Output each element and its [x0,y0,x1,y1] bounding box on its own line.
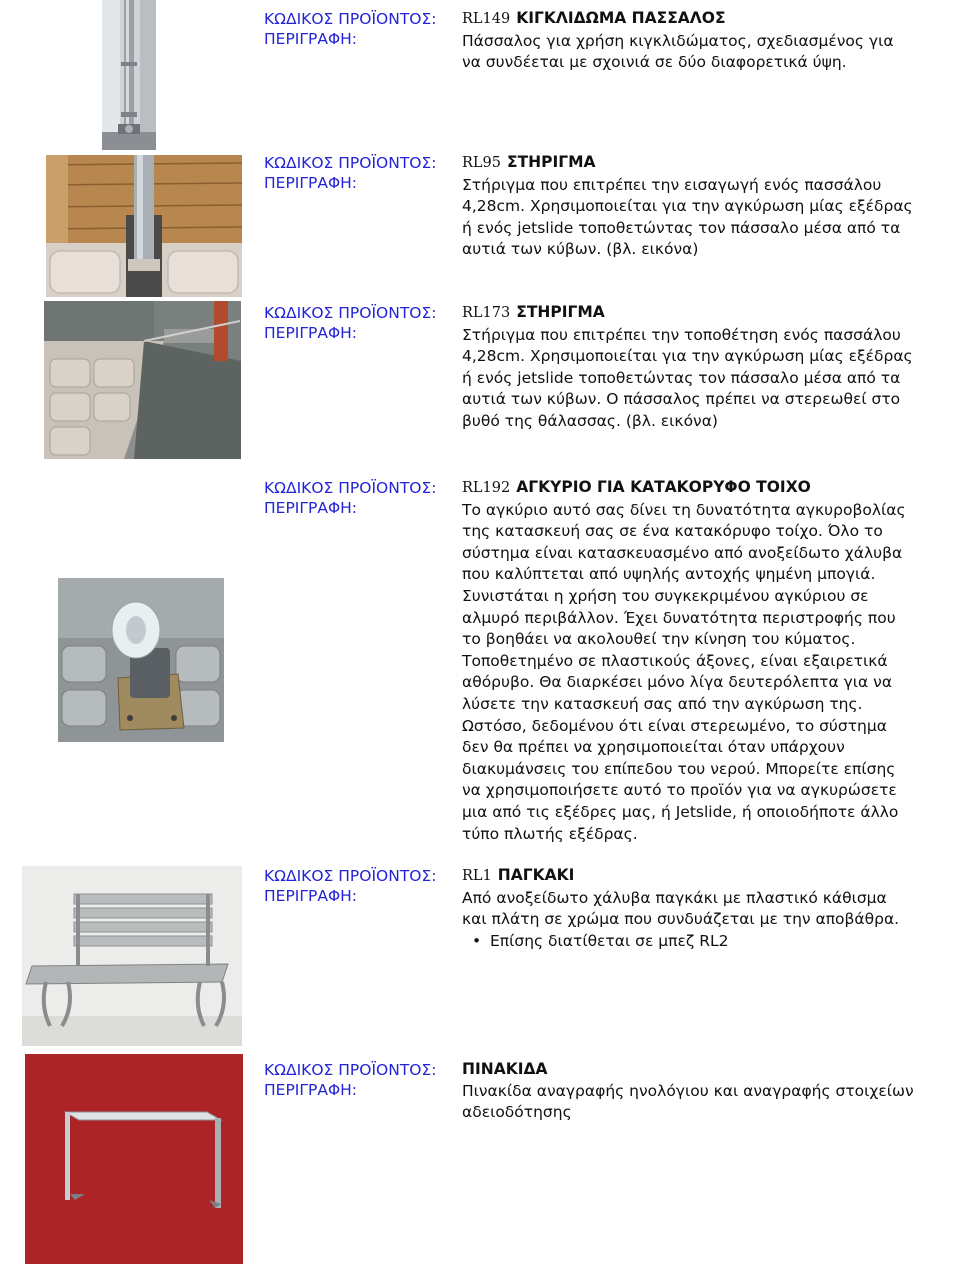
product-code: RL95 [462,155,501,171]
description-line: δεν θα πρέπει να χρησιμοποιείται όταν υπάρχουν [462,738,845,757]
product-code-label: ΚΩΔΙΚΟΣ ΠΡΟΪΟΝΤΟΣ: [264,479,437,497]
product-title [462,8,942,31]
description-label: ΠΕΡΙΓΡΑΦΗ: [264,174,358,192]
description-label: ΠΕΡΙΓΡΑΦΗ: [264,324,358,342]
bullet-item: • Επίσης διατίθεται σε μπεζ RL2 [462,931,942,953]
product-code: RL192 [462,480,511,496]
description-line: τύπο πλωτής εξέδρας. [462,824,638,843]
description-line: Στήριγμα που επιτρέπει την εισαγωγή ενός πασσάλου [462,175,882,194]
support-bracket-image [46,155,242,297]
product-row-sign [0,1054,960,1264]
product-description [462,152,942,261]
license-sign-image [25,1054,243,1264]
description-line: μια από τις εξέδρες μας, ή Jetslide, ή οποιοδήποτε άλλο [462,802,899,821]
product-description [462,8,942,74]
description-label: ΠΕΡΙΓΡΑΦΗ: [264,499,358,517]
product-name: ΚΙΓΚΛΙΔΩΜΑ ΠΑΣΣΑΛΟΣ [516,9,726,27]
description-line: σύστημα είναι κατασκευασμένο από ανοξείδωτο χάλυβα [462,543,903,562]
description-line: να συνδέεται με σχοινιά σε δύο διαφορετικά ύψη. [462,53,847,72]
product-code-label: ΚΩΔΙΚΟΣ ΠΡΟΪΟΝΤΟΣ: [264,1061,437,1079]
description-label: ΠΕΡΙΓΡΑΦΗ: [264,30,358,48]
railing-post-image [102,0,156,150]
description-label: ΠΕΡΙΓΡΑΦΗ: [264,1081,358,1099]
description-line: Το αγκύριο αυτό σας δίνει τη δυνατότητα αγκυροβολίας [462,500,906,519]
product-row-rl1 [0,860,960,1050]
description-line: αλμυρό περιβάλλον. Έχει δυνατότητα περιστροφής που [462,608,896,627]
description-line: Στήριγμα που επιτρέπει την τοποθέτηση ενός πασσάλου [462,325,901,344]
product-code-label: ΚΩΔΙΚΟΣ ΠΡΟΪΟΝΤΟΣ: [264,154,437,172]
description-line: Ωστόσο, δεδομένου ότι είναι στερεωμένο, το σύστημα [462,716,887,735]
description-line: βυθό της θάλασσας. (βλ. εικόνα) [462,411,718,430]
product-code-label: ΚΩΔΙΚΟΣ ΠΡΟΪΟΝΤΟΣ: [264,867,437,885]
vertical-wall-anchor-image [58,578,224,742]
product-code: RL149 [462,11,511,27]
product-name: ΠΑΓΚΑΚΙ [497,866,575,884]
product-row-rl192 [0,460,960,860]
description-line: 4,28cm. Χρησιμοποιείται για την αγκύρωση μίας εξέδρας [462,197,913,216]
product-name: ΑΓΚΥΡΙΟ ΓΙΑ ΚΑΤΑΚΟΡΥΦΟ ΤΟΙΧΟ [516,478,811,496]
description-line: λύσετε την κατασκευή σας από την αγκύρωση της. [462,694,863,713]
product-title [462,865,942,888]
product-description [462,865,942,952]
product-code: RL1 [462,868,492,884]
product-code: RL173 [462,305,511,321]
product-description [462,302,942,433]
description-line: αυτιά των κύβων. (βλ. εικόνα) [462,240,699,259]
description-line: Πινακίδα αναγραφής ηνολόγιου και αναγραφής στοιχείων [462,1081,914,1100]
description-line: αυτιά των κύβων. Ο πάσσαλος πρέπει να στερεωθεί στο [462,390,901,409]
description-line: και πλάτη σε χρώμα που συνδυάζεται με την αποβάθρα. [462,910,900,929]
description-line: Τοποθετημένο σε πλαστικούς άξονες, είναι εξαιρετικά [462,651,888,670]
product-title [462,477,942,500]
product-row-rl173 [0,300,960,460]
product-name: ΠΙΝΑΚΙΔΑ [462,1060,548,1078]
description-line: Από ανοξείδωτο χάλυβα παγκάκι με πλαστικό κάθισμα [462,888,887,907]
support-bracket-installed-image [44,301,241,459]
product-name: ΣΤΗΡΙΓΜΑ [507,153,596,171]
description-line: ή ενός jetslide τοποθετώντας τον πάσσαλο μέσα από τα [462,368,901,387]
description-line: το βοηθάει να ακολουθεί την κίνηση του κύματος. [462,630,856,649]
product-description [462,1059,942,1124]
description-line: 4,28cm. Χρησιμοποιείται για την αγκύρωση μίας εξέδρας [462,347,913,366]
product-code-label: ΚΩΔΙΚΟΣ ΠΡΟΪΟΝΤΟΣ: [264,304,437,322]
description-line: της κατασκευή σας σε ένα κατακόρυφο τοίχο. Όλο το [462,522,883,541]
product-description [462,477,942,845]
product-title [462,152,942,175]
description-label: ΠΕΡΙΓΡΑΦΗ: [264,887,358,905]
product-row-rl95 [0,150,960,300]
description-line: αδειοδότησης [462,1103,572,1122]
description-line: ή ενός jetslide τοποθετώντας τον πάσσαλο μέσα από τα [462,218,901,237]
product-row-rl149 [0,0,960,150]
product-name: ΣΤΗΡΙΓΜΑ [516,303,605,321]
description-line: διακυμάνσεις του επίπεδου του νερού. Μπορείτε επίσης [462,759,896,778]
description-line: αθόρυβο. Θα διαρκέσει μόνο λίγα δευτερόλεπτα για να [462,673,893,692]
product-code-label: ΚΩΔΙΚΟΣ ΠΡΟΪΟΝΤΟΣ: [264,10,437,28]
description-line: να χρησιμοποιήσετε αυτό το προϊόν για να αγκυρώσετε [462,781,897,800]
bench-image [22,866,242,1046]
product-title [462,302,942,325]
description-line: Πάσσαλος για χρήση κιγκλιδώματος, σχεδιασμένος για [462,31,894,50]
description-line: που καλύπτεται από υψηλής αντοχής ψημένη μπογιά. [462,565,876,584]
description-line: Συνιστάται η χρήση του συγκεκριμένου αγκύριου σε [462,586,869,605]
product-title [462,1059,942,1081]
